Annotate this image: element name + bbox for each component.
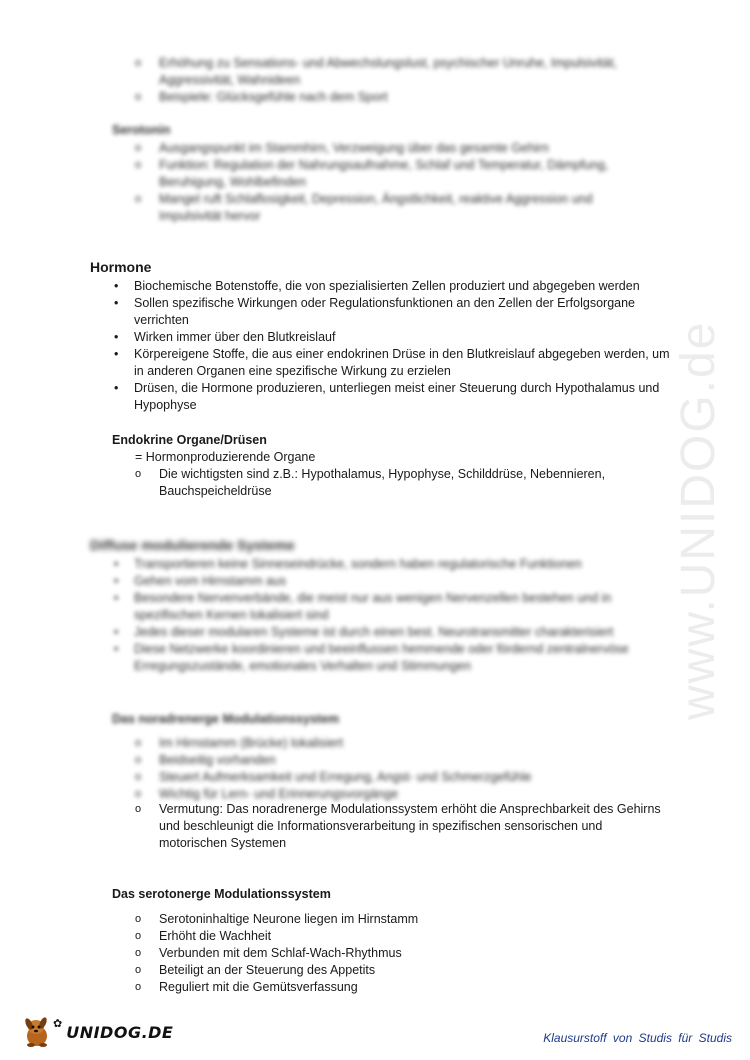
list-item: • Jedes dieser modularen Systeme ist durch einen best. Neurotransmitter charakterisiert	[110, 624, 650, 641]
list-item: o Verbunden mit dem Schlaf-Wach-Rhythmus	[135, 945, 635, 962]
list-item: • Körpereigene Stoffe, die aus einer endokrinen Drüse in den Blutkreislauf abgegeben werden, um in anderen Organen eine spezifische Wirkung zu erzielen	[110, 346, 670, 380]
list-item: o Reguliert mit die Gemütsverfassung	[135, 979, 635, 996]
endokrine-heading: Endokrine Organe/Drüsen	[112, 433, 267, 447]
list-item: • Drüsen, die Hormone produzieren, unterliegen meist einer Steuerung durch Hypothalamus und Hypophyse	[110, 380, 670, 414]
list-item: • Diese Netzwerke koordinieren und beeinflussen hemmende oder fördernd zentralnervöse Erregungszustände, emotionales Verhalten und Stimmungen	[110, 641, 650, 675]
list-item: o Wichtig für Lern- und Erinnerungsvorgänge	[135, 786, 635, 803]
list-item: o Steuert Aufmerksamkeit und Erregung, Angst- und Schmerzgefühle	[135, 769, 635, 786]
list-item: o Beidseitig vorhanden	[135, 752, 635, 769]
diffuse-list	[110, 556, 650, 675]
list-item: o Ausgangspunkt im Stammhirn, Verzweigung über das gesamte Gehirn	[135, 140, 635, 157]
list-item: o Vermutung: Das noradrenerge Modulationssystem erhöht die Ansprechbarkeit des Gehirns und beschleunigt die Informationsverarbeitung in spezifischen sensorischen und motorischen Systemen	[135, 801, 665, 852]
hormone-title: Hormone	[90, 259, 152, 275]
blurred-list-a	[135, 55, 635, 106]
serotonin-list	[135, 140, 635, 225]
list-item: o Die wichtigsten sind z.B.: Hypothalamus, Hypophyse, Schilddrüse, Nebennieren, Bauchspeicheldrüse	[135, 466, 635, 500]
serotonerg-heading: Das serotonerge Modulationssystem	[112, 887, 331, 901]
dog-mascot-icon	[22, 1016, 52, 1048]
unidog-logo[interactable]	[22, 1016, 173, 1048]
hormone-list	[110, 278, 670, 414]
list-item: o Funktion: Regulation der Nahrungsaufnahme, Schlaf und Temperatur, Dämpfung, Beruhigung, Wohlbefinden	[135, 157, 635, 191]
list-item: • Biochemische Botenstoffe, die von spezialisierten Zellen produziert und abgegeben werden	[110, 278, 670, 295]
noradrenerg-heading: Das noradrenerge Modulationssystem	[112, 712, 340, 726]
list-item: • Gehen vom Hirnstamm aus	[110, 573, 650, 590]
diffuse-title: Diffuse modulierende Systeme	[90, 537, 295, 553]
list-item: • Sollen spezifische Wirkungen oder Regulationsfunktionen an den Zellen der Erfolgsorgane verrichten	[110, 295, 670, 329]
list-item: o Beispiele: Glücksgefühle nach dem Sport	[135, 89, 635, 106]
serotonerg-list	[135, 911, 635, 996]
list-item: o Serotoninhaltige Neurone liegen im Hirnstamm	[135, 911, 635, 928]
endokrine-list	[135, 466, 635, 500]
list-item: o Mangel ruft Schlaflosigkeit, Depression, Ängstlichkeit, reaktive Aggression und Impulsivität hervor	[135, 191, 635, 225]
footer-tagline: Klausurstoff von Studis für Studis	[543, 1031, 732, 1045]
watermark: www.UNIDOG.de	[672, 320, 725, 720]
list-item: • Besondere Nervenverbände, die meist nur aus wenigen Nervenzellen bestehen und in spezifischen Kernen lokalisiert sind	[110, 590, 650, 624]
list-item: • Transportieren keine Sinneseindrücke, sondern haben regulatorische Funktionen	[110, 556, 650, 573]
logo-text: UNIDOG.DE	[66, 1022, 174, 1042]
paw-icon: ✿	[53, 1017, 63, 1030]
serotonin-heading: Serotonin	[112, 123, 171, 137]
list-item: o Erhöhung zu Sensations- und Abwechslungslust, psychischer Unruhe, Impulsivität, Aggressivität, Wahnideen	[135, 55, 635, 89]
list-item: o Im Hirnstamm (Brücke) lokalisiert	[135, 735, 635, 752]
list-item: o Beteiligt an der Steuerung des Appetits	[135, 962, 635, 979]
noradrenerg-blurred-list	[135, 735, 635, 803]
noradrenerg-visible-list	[135, 801, 665, 852]
list-item: o Erhöht die Wachheit	[135, 928, 635, 945]
list-item: • Wirken immer über den Blutkreislauf	[110, 329, 670, 346]
endokrine-definition: = Hormonproduzierende Organe	[135, 450, 316, 464]
